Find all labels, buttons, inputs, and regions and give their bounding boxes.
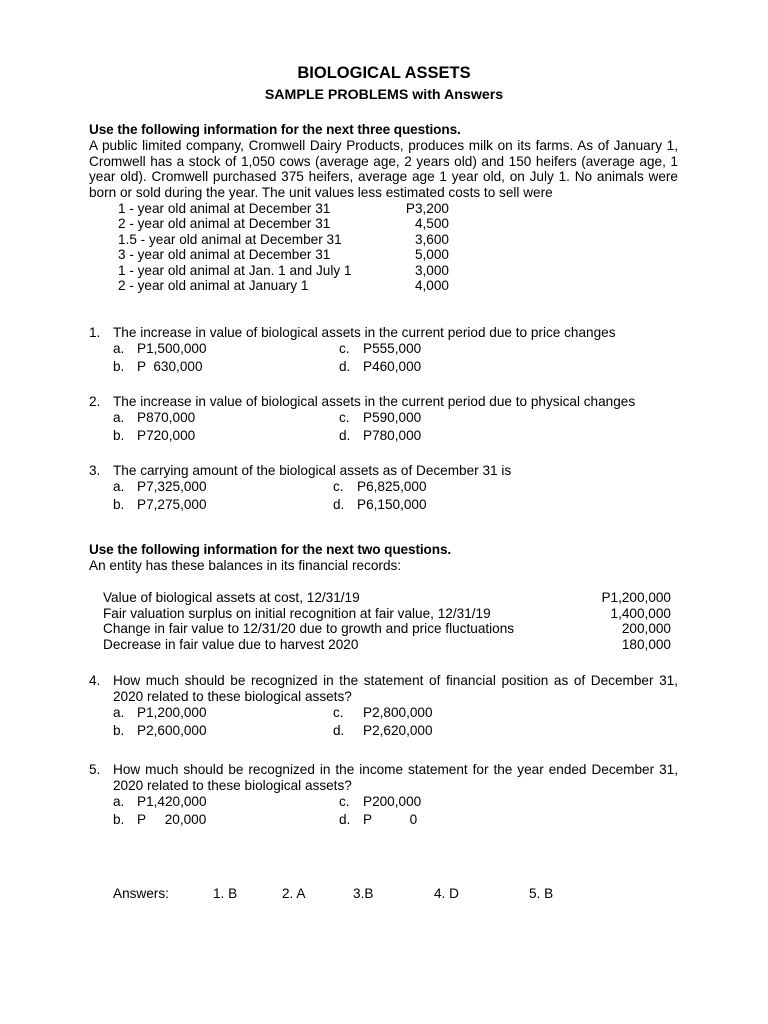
options-row	[89, 479, 678, 497]
answer-key	[0, 886, 768, 904]
section-1-heading: Use the following information for the next three questions.	[89, 122, 461, 137]
option-letter: a.	[113, 478, 125, 494]
unit-value-amount: P3,200	[405, 200, 449, 216]
question-1	[89, 325, 678, 377]
unit-value-amount: 5,000	[414, 247, 449, 263]
question-number: 5.	[89, 762, 101, 777]
option-letter: a.	[113, 793, 125, 809]
question-number: 2.	[89, 394, 101, 409]
question-3	[89, 463, 678, 515]
question-text: How much should be recognized in the income statement for the year ended December 31, 2020 related to these biological assets?	[113, 762, 678, 793]
section-1-intro: A public limited company, Cromwell Dairy Products, produces milk on its farms. As of January 1, Cromwell has a stock of 1,050 cows (average age, 2 years old) and 150 heifers (average age, 1 year old). Cromwell purchased 375 heifers, average age 1 year old, on July 1. No animals were born or sold during the year. The unit values less estimated costs to sell were	[89, 137, 678, 201]
option-letter: a.	[113, 704, 125, 720]
unit-value-row	[89, 247, 678, 263]
document-title: BIOLOGICAL ASSETS	[297, 64, 471, 82]
question-text: How much should be recognized in the statement of financial position as of December 31, 2020 related to these biological assets?	[113, 673, 678, 704]
section-2-heading: Use the following information for the next two questions.	[89, 542, 452, 557]
balance-label: Change in fair value to 12/31/20 due to growth and price fluctuations	[103, 621, 515, 636]
options-row	[89, 794, 678, 812]
question-text: The carrying amount of the biological assets as of December 31 is	[113, 463, 512, 478]
option-value: P1,420,000	[137, 793, 207, 809]
section-1	[89, 122, 678, 294]
option-value: P6,150,000	[357, 496, 427, 512]
option-letter: d.	[339, 811, 351, 827]
unit-value-label: 2 - year old animal at December 31	[118, 216, 331, 232]
options-row	[89, 410, 678, 428]
option-letter: c.	[333, 704, 344, 720]
option-value: P6,825,000	[357, 478, 427, 494]
option-letter: c.	[339, 793, 350, 809]
options-row	[89, 497, 678, 515]
question-number: 3.	[89, 463, 101, 478]
answer-item: 5. B	[529, 886, 554, 901]
option-letter: a.	[113, 340, 125, 356]
option-value: P590,000	[363, 409, 422, 425]
option-letter: b.	[113, 496, 125, 512]
balance-amount: 1,400,000	[610, 605, 671, 621]
question-text: The increase in value of biological assets in the current period due to price changes	[113, 325, 616, 340]
unit-value-amount: 4,500	[414, 216, 449, 232]
option-value: P 20,000	[137, 811, 207, 827]
options-row	[89, 812, 678, 830]
option-value: P720,000	[137, 427, 196, 443]
option-value: P2,620,000	[363, 722, 433, 738]
unit-value-amount: 3,600	[414, 231, 449, 247]
unit-value-row	[89, 232, 678, 248]
option-value: P460,000	[363, 358, 422, 374]
balance-row	[89, 637, 678, 653]
options-row	[89, 359, 678, 377]
option-letter: b.	[113, 358, 125, 374]
answer-item: 1. B	[213, 886, 238, 901]
option-value: P 0	[363, 811, 418, 827]
unit-value-label: 3 - year old animal at December 31	[118, 247, 331, 263]
balance-row	[89, 606, 678, 622]
balance-label: Value of biological assets at cost, 12/31/19	[103, 590, 360, 605]
unit-value-label: 1.5 - year old animal at December 31	[118, 231, 342, 247]
option-value: P2,600,000	[137, 722, 207, 738]
unit-value-label: 1 - year old animal at December 31	[118, 200, 331, 216]
option-value: P555,000	[363, 340, 422, 356]
option-value: P7,275,000	[137, 496, 207, 512]
answer-item: 4. D	[434, 886, 459, 901]
option-letter: d.	[333, 722, 345, 738]
option-value: P2,800,000	[363, 704, 433, 720]
option-value: P780,000	[363, 427, 422, 443]
option-letter: b.	[113, 722, 125, 738]
section-2-intro: An entity has these balances in its financial records:	[89, 557, 402, 573]
unit-value-amount: 3,000	[414, 262, 449, 278]
unit-value-label: 1 - year old animal at Jan. 1 and July 1	[118, 262, 352, 278]
balance-amount: 200,000	[621, 621, 671, 636]
answer-item: 3.B	[353, 886, 374, 901]
options-row	[89, 428, 678, 446]
unit-value-amount: 4,000	[414, 278, 449, 294]
balances-table	[89, 590, 678, 652]
question-number: 4.	[89, 673, 101, 688]
option-value: P870,000	[137, 409, 196, 425]
options-row	[89, 341, 678, 359]
balance-label: Decrease in fair value due to harvest 2020	[103, 636, 359, 652]
unit-values-table	[89, 201, 678, 294]
balance-row	[89, 621, 678, 637]
balance-row	[89, 590, 678, 606]
question-2	[89, 394, 678, 446]
option-value: P1,500,000	[137, 340, 207, 356]
balance-amount: P1,200,000	[601, 590, 671, 605]
question-5	[89, 762, 678, 830]
option-letter: c.	[339, 409, 350, 425]
unit-value-row	[89, 201, 678, 217]
option-value: P200,000	[363, 793, 422, 809]
option-letter: c.	[339, 340, 350, 356]
option-value: P1,200,000	[137, 704, 207, 720]
question-number: 1.	[89, 325, 101, 340]
option-letter: d.	[339, 358, 351, 374]
option-letter: b.	[113, 811, 125, 827]
unit-value-row	[89, 263, 678, 279]
question-4	[89, 673, 678, 741]
option-value: P 630,000	[137, 358, 203, 374]
unit-value-label: 2 - year old animal at January 1	[118, 278, 309, 294]
document-subtitle: SAMPLE PROBLEMS with Answers	[264, 87, 504, 103]
option-letter: d.	[333, 496, 345, 512]
option-letter: d.	[339, 427, 351, 443]
balance-label: Fair valuation surplus on initial recognition at fair value, 12/31/19	[103, 605, 491, 621]
answer-key-label: Answers:	[113, 886, 169, 901]
option-letter: c.	[333, 478, 344, 494]
question-text: The increase in value of biological assets in the current period due to physical changes	[113, 394, 636, 409]
section-2	[89, 542, 678, 574]
option-value: P7,325,000	[137, 478, 207, 494]
option-letter: b.	[113, 427, 125, 443]
option-letter: a.	[113, 409, 125, 425]
unit-value-row	[89, 278, 678, 294]
answer-item: 2. A	[282, 886, 306, 901]
options-row	[89, 723, 678, 741]
unit-value-row	[89, 216, 678, 232]
options-row	[89, 705, 678, 723]
balance-amount: 180,000	[621, 636, 671, 652]
